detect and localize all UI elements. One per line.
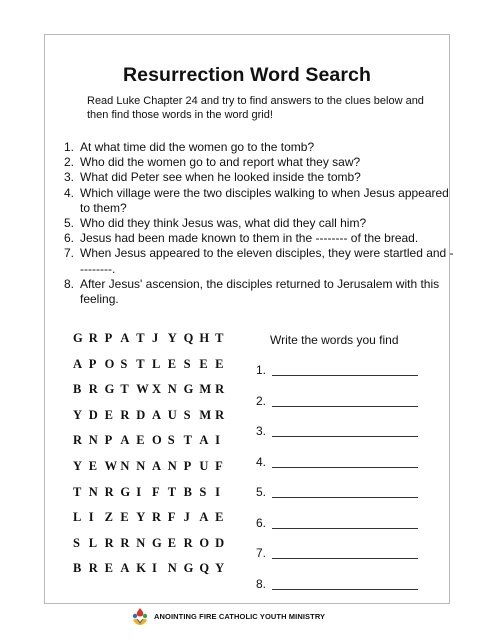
grid-letter[interactable]: R: [215, 407, 225, 422]
grid-letter[interactable]: F: [151, 484, 160, 499]
grid-row: [73, 536, 231, 551]
grid-letter[interactable]: R: [215, 382, 225, 397]
find-words-heading: Write the words you find: [270, 333, 399, 347]
grid-letter[interactable]: Z: [104, 510, 113, 525]
grid-letter[interactable]: S: [183, 356, 191, 371]
grid-letter[interactable]: T: [73, 484, 82, 499]
grid-letter[interactable]: D: [136, 407, 146, 422]
dove-flame-logo-icon: [130, 607, 150, 627]
question-item: [64, 170, 454, 185]
question-number: 4.: [64, 185, 75, 200]
answer-blank[interactable]: [256, 394, 426, 410]
grid-letter[interactable]: E: [167, 356, 177, 371]
grid-letter[interactable]: I: [215, 484, 221, 499]
grid-letter[interactable]: B: [183, 484, 192, 499]
answer-blank[interactable]: [256, 485, 426, 501]
grid-letter[interactable]: B: [73, 382, 82, 397]
grid-letter[interactable]: H: [199, 331, 210, 345]
grid-letter[interactable]: Y: [167, 331, 177, 345]
grid-letter[interactable]: J: [151, 331, 159, 345]
question-text: Who did the women go to and report what they saw?: [80, 155, 361, 170]
grid-letter[interactable]: N: [167, 382, 177, 397]
grid-letter[interactable]: A: [151, 407, 162, 422]
answer-blank[interactable]: [256, 363, 426, 379]
question-number: 7.: [64, 246, 75, 261]
grid-letter[interactable]: S: [120, 356, 128, 371]
grid-letter[interactable]: O: [104, 356, 115, 371]
grid-letter[interactable]: G: [183, 382, 194, 397]
grid-letter[interactable]: A: [199, 433, 209, 448]
question-number: 6.: [64, 231, 75, 246]
grid-letter[interactable]: S: [183, 407, 191, 422]
grid-letter[interactable]: E: [120, 510, 129, 525]
grid-letter[interactable]: A: [120, 561, 130, 576]
answer-number: 5.: [256, 485, 267, 499]
grid-letter[interactable]: I: [151, 561, 157, 576]
grid-letter[interactable]: M: [199, 407, 212, 422]
question-text: Who did they think Jesus was, what did they call him?: [80, 216, 367, 231]
grid-letter[interactable]: W: [136, 382, 149, 397]
grid-letter[interactable]: Q: [183, 331, 194, 345]
grid-row: [73, 382, 231, 397]
grid-letter[interactable]: Y: [215, 561, 225, 576]
answer-line[interactable]: [272, 558, 418, 559]
grid-letter[interactable]: R: [88, 382, 98, 397]
grid-letter[interactable]: T: [136, 331, 145, 345]
answer-line[interactable]: [272, 528, 418, 529]
grid-row: [73, 331, 231, 346]
grid-letter[interactable]: N: [88, 484, 98, 499]
answer-blank[interactable]: [256, 546, 426, 562]
question-item: [64, 246, 454, 276]
question-number: 8.: [64, 276, 75, 291]
grid-letter[interactable]: A: [120, 433, 130, 448]
grid-letter[interactable]: P: [88, 356, 97, 371]
grid-letter[interactable]: A: [120, 331, 130, 345]
grid-letter[interactable]: A: [199, 510, 209, 525]
grid-letter[interactable]: E: [88, 459, 98, 473]
grid-letter[interactable]: N: [167, 459, 177, 473]
grid-letter[interactable]: J: [183, 510, 190, 525]
grid-letter[interactable]: B: [73, 561, 82, 576]
grid-letter[interactable]: T: [183, 433, 192, 448]
grid-letter[interactable]: G: [73, 331, 83, 345]
answer-number: 4.: [256, 454, 267, 469]
grid-letter[interactable]: X: [151, 382, 162, 397]
answer-line[interactable]: [272, 467, 418, 468]
grid-row: [73, 485, 231, 500]
grid-letter[interactable]: D: [215, 535, 225, 550]
answer-number: 1.: [256, 363, 267, 377]
grid-letter[interactable]: E: [104, 407, 113, 422]
question-text: When Jesus appeared to the eleven disciples, they were startled and ---------.: [80, 246, 454, 276]
grid-letter[interactable]: P: [183, 459, 192, 473]
grid-letter[interactable]: I: [215, 433, 221, 448]
grid-letter[interactable]: P: [104, 433, 113, 448]
grid-letter[interactable]: E: [215, 356, 224, 371]
answer-number: 6.: [256, 515, 267, 530]
grid-letter[interactable]: Y: [73, 459, 83, 473]
grid-letter[interactable]: E: [215, 510, 224, 525]
question-text: Jesus had been made known to them in the -------- of the bread.: [80, 231, 419, 246]
grid-letter[interactable]: L: [151, 356, 161, 371]
grid-letter[interactable]: R: [120, 535, 130, 550]
question-text: At what time did the women go to the tomb?: [80, 140, 315, 154]
grid-letter[interactable]: I: [136, 484, 142, 499]
grid-letter[interactable]: N: [120, 459, 130, 473]
grid-row: [73, 433, 231, 448]
question-item: [64, 186, 454, 216]
grid-letter[interactable]: T: [215, 331, 224, 345]
question-list: [64, 140, 454, 307]
answer-line[interactable]: [272, 589, 418, 590]
grid-letter[interactable]: G: [120, 484, 131, 499]
grid-letter[interactable]: E: [167, 535, 177, 550]
grid-letter[interactable]: G: [104, 382, 115, 397]
grid-letter[interactable]: R: [104, 535, 114, 550]
grid-letter[interactable]: N: [136, 459, 146, 473]
grid-letter[interactable]: S: [167, 433, 175, 448]
answer-blank[interactable]: [256, 455, 426, 471]
grid-letter[interactable]: A: [73, 356, 83, 371]
answer-line[interactable]: [272, 406, 418, 407]
grid-letter[interactable]: E: [199, 356, 208, 371]
grid-letter[interactable]: O: [199, 535, 210, 550]
grid-letter[interactable]: Y: [73, 407, 83, 422]
answer-line[interactable]: [272, 375, 418, 376]
grid-row: [73, 510, 231, 525]
answer-number: 2.: [256, 393, 267, 408]
grid-letter[interactable]: Y: [136, 510, 146, 525]
grid-letter[interactable]: A: [151, 459, 162, 473]
question-item: [64, 231, 454, 246]
question-item: [64, 277, 454, 307]
grid-letter[interactable]: E: [136, 433, 145, 448]
question-number: 3.: [64, 170, 75, 185]
answer-number: 8.: [256, 576, 267, 591]
grid-letter[interactable]: R: [88, 561, 98, 576]
grid-row: [73, 408, 231, 423]
question-text: What did Peter see when he looked inside the tomb?: [80, 170, 361, 185]
grid-row: [73, 561, 231, 576]
grid-row: [73, 357, 231, 372]
grid-letter[interactable]: P: [104, 331, 113, 345]
grid-letter[interactable]: D: [88, 407, 98, 422]
page-title: Resurrection Word Search: [122, 64, 372, 86]
question-item: [64, 140, 454, 155]
answer-blank[interactable]: [256, 516, 426, 532]
grid-row: [73, 459, 231, 474]
grid-letter[interactable]: G: [183, 561, 194, 576]
answer-line[interactable]: [272, 436, 418, 437]
question-number: 1.: [64, 140, 75, 154]
question-text: After Jesus' ascension, the disciples returned to Jerusalem with this feeling.: [80, 276, 440, 307]
grid-letter[interactable]: K: [136, 561, 146, 576]
grid-letter[interactable]: T: [167, 484, 177, 499]
grid-letter[interactable]: S: [199, 484, 207, 499]
question-number: 5.: [64, 216, 75, 231]
grid-letter[interactable]: T: [120, 382, 129, 397]
answer-number: 7.: [256, 546, 267, 560]
grid-letter[interactable]: N: [167, 561, 177, 576]
answer-line[interactable]: [272, 497, 418, 498]
grid-letter[interactable]: L: [73, 510, 82, 525]
answer-number: 3.: [256, 424, 267, 438]
grid-letter[interactable]: R: [73, 433, 83, 448]
grid-letter[interactable]: R: [151, 510, 162, 525]
grid-letter[interactable]: N: [136, 535, 146, 550]
question-text: Which village were the two disciples walking to when Jesus appeared to them?: [80, 185, 449, 215]
question-item: [64, 155, 454, 170]
grid-letter[interactable]: U: [167, 407, 177, 422]
question-item: [64, 216, 454, 231]
grid-letter[interactable]: R: [88, 331, 98, 345]
grid-letter[interactable]: M: [199, 382, 212, 397]
grid-letter[interactable]: E: [104, 561, 113, 576]
answer-blank[interactable]: [256, 577, 426, 593]
footer-text: ANOINTING FIRE CATHOLIC YOUTH MINISTRY: [154, 612, 326, 621]
grid-letter[interactable]: G: [151, 535, 162, 550]
grid-letter[interactable]: R: [120, 407, 130, 422]
grid-letter[interactable]: T: [136, 356, 145, 371]
grid-letter[interactable]: U: [199, 459, 209, 473]
grid-letter[interactable]: F: [215, 459, 223, 473]
question-number: 2.: [64, 155, 75, 170]
grid-letter[interactable]: W: [104, 459, 118, 473]
grid-letter[interactable]: L: [88, 535, 98, 550]
grid-letter[interactable]: Q: [199, 561, 210, 576]
intro-text: Read Luke Chapter 24 and try to find answers to the clues below and then find those words in the word grid!: [87, 95, 424, 121]
answer-blank[interactable]: [256, 424, 426, 440]
grid-letter[interactable]: S: [73, 535, 80, 550]
grid-letter[interactable]: N: [88, 433, 98, 448]
grid-letter[interactable]: I: [88, 510, 94, 525]
grid-letter[interactable]: O: [151, 433, 162, 448]
grid-letter[interactable]: R: [104, 484, 114, 499]
grid-letter[interactable]: R: [183, 535, 193, 550]
grid-letter[interactable]: F: [167, 510, 176, 525]
